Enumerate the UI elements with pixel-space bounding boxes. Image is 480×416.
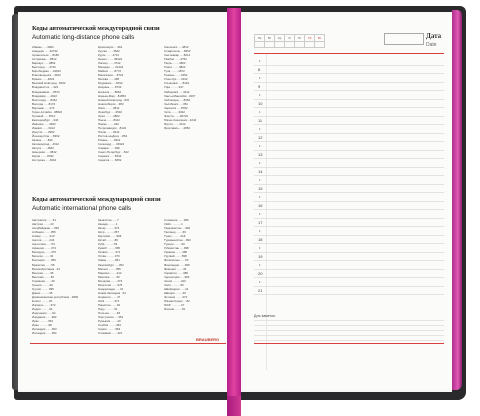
code-entry: Иран ...........98 bbox=[32, 323, 52, 328]
code-entry: Армения ........374 bbox=[32, 246, 56, 251]
code-entry: Китай ..........86 bbox=[98, 238, 118, 243]
code-entry: Пермь ........342 bbox=[98, 121, 119, 126]
half-hour-dot: • bbox=[259, 245, 261, 250]
code-entry: Хабаровск .....4212 bbox=[164, 89, 190, 94]
code-entry: Бельгия ........32 bbox=[32, 254, 54, 259]
code-entry: Владивосток ....423 bbox=[32, 85, 59, 90]
hour-label: 13 bbox=[258, 152, 263, 157]
weekday-cell[interactable]: Вт bbox=[265, 35, 275, 42]
long-distance-column-3 bbox=[164, 45, 226, 130]
code-entry: Сыктывкар .....8212 bbox=[164, 53, 191, 58]
half-hour-dot: • bbox=[259, 58, 261, 63]
code-entry: Ульяновск .....8422 bbox=[164, 81, 190, 86]
code-entry: Мальта .........356 bbox=[98, 266, 121, 271]
schedule-line[interactable] bbox=[254, 226, 444, 227]
code-entry: Нижний Новгород ..831 bbox=[98, 97, 130, 102]
code-entry: Владикавказ ....8672 bbox=[32, 89, 60, 94]
code-entry: Петрозаводск ...8142 bbox=[98, 125, 127, 130]
half-hour-dot: • bbox=[259, 262, 261, 267]
hour-label: 12 bbox=[258, 135, 263, 140]
weekday-cell[interactable]: Пт bbox=[295, 35, 305, 42]
code-entry: Аргентина ......54 bbox=[32, 242, 55, 247]
code-entry: Кызыл ........39422 bbox=[98, 57, 123, 62]
hour-label: 19 bbox=[258, 254, 263, 259]
code-entry: Киров ........8332 bbox=[32, 154, 54, 159]
code-entry: Ирландия .......353 bbox=[32, 327, 57, 332]
bookmark-ribbon[interactable] bbox=[227, 8, 241, 416]
code-entry: Португалия .....351 bbox=[98, 315, 124, 320]
code-entry: Тамбов .......4752 bbox=[164, 57, 187, 62]
code-entry: Перу ...........51 bbox=[98, 307, 118, 312]
code-entry: Владимир .....4922 bbox=[32, 93, 57, 98]
code-entry: Куба ...........53 bbox=[98, 242, 118, 247]
code-entry: Горно-Алтайск ..38822 bbox=[32, 109, 63, 114]
code-entry: Воронеж ......473 bbox=[32, 105, 55, 110]
half-hour-dot: • bbox=[259, 126, 261, 131]
weekday-mark-cell[interactable] bbox=[315, 41, 325, 48]
code-entry: Алжир ..........213 bbox=[32, 234, 55, 239]
header-red-line bbox=[254, 53, 444, 54]
weekday-mark-cell[interactable] bbox=[275, 41, 285, 48]
code-entry: Греция .........30 bbox=[32, 282, 53, 287]
code-entry: Челябинск .....351 bbox=[164, 101, 188, 106]
code-entry: Таджикистан ....992 bbox=[164, 226, 191, 231]
code-entry: Германия .......49 bbox=[32, 278, 55, 283]
code-entry: Великобритания ..44 bbox=[32, 266, 60, 271]
code-entry: Кувейт .........965 bbox=[98, 246, 121, 251]
code-entry: Катар ..........974 bbox=[98, 226, 120, 231]
schedule-line[interactable] bbox=[254, 158, 444, 159]
schedule-line[interactable] bbox=[254, 175, 444, 176]
code-entry: Новая Зеландия ..64 bbox=[98, 290, 126, 295]
phone-codes-page bbox=[18, 12, 236, 392]
notes-label: Для заметок: bbox=[254, 314, 276, 318]
weekday-cell[interactable]: Ср bbox=[275, 35, 285, 42]
code-entry: Канада .........1 bbox=[98, 222, 118, 227]
long-distance-title-en: Automatic long-distance phone calls bbox=[32, 34, 135, 41]
schedule-line[interactable] bbox=[254, 277, 444, 278]
code-entry: Красноярск ....391 bbox=[98, 45, 123, 49]
code-entry: Вологда ......8172 bbox=[32, 101, 56, 106]
half-hour-dot: • bbox=[259, 109, 261, 114]
schedule-line[interactable] bbox=[254, 286, 444, 287]
code-entry: Словакия .......421 bbox=[98, 331, 123, 336]
half-hour-dot: • bbox=[259, 228, 261, 233]
code-entry: Ханты-Мансийск ..3467 bbox=[164, 93, 196, 98]
schedule-line[interactable] bbox=[254, 252, 444, 253]
code-entry: Екатеринбург ...343 bbox=[32, 117, 59, 122]
code-entry: Мурманск .....8152 bbox=[98, 81, 123, 86]
code-entry: Чехия ..........420 bbox=[164, 278, 186, 283]
hour-label: 16 bbox=[258, 203, 263, 208]
half-hour-dot: • bbox=[259, 177, 261, 182]
long-distance-title-ru: Коды автоматической междугородной связи bbox=[32, 25, 160, 32]
schedule-line[interactable] bbox=[254, 209, 444, 210]
schedule-line[interactable] bbox=[254, 65, 444, 66]
code-entry: Липецк .......4742 bbox=[98, 61, 121, 66]
hour-label: 15 bbox=[258, 186, 263, 191]
code-entry: Южно-Сахалинск ..4242 bbox=[164, 117, 197, 122]
code-entry: Иордания .......962 bbox=[32, 315, 57, 320]
international-column-3 bbox=[164, 218, 226, 311]
code-entry: Дания ..........45 bbox=[32, 290, 53, 295]
code-entry: Венгрия ........36 bbox=[32, 270, 54, 275]
schedule-line[interactable] bbox=[254, 192, 444, 193]
code-entry: Сербия .........381 bbox=[98, 323, 121, 328]
code-entry: Швейцария ......41 bbox=[164, 286, 189, 291]
code-entry: Барнаул ......3852 bbox=[32, 61, 56, 66]
code-entry: Салехард .....34922 bbox=[98, 142, 125, 147]
schedule-line[interactable] bbox=[254, 184, 444, 185]
code-entry: Улан-Удэ .....3012 bbox=[164, 77, 188, 82]
code-entry: Исландия .......354 bbox=[32, 331, 57, 336]
weekday-cell[interactable]: Чт bbox=[285, 35, 295, 42]
code-entry: Южная Корея ....82 bbox=[164, 298, 190, 303]
half-hour-dot: • bbox=[259, 279, 261, 284]
half-hour-dot: • bbox=[259, 92, 261, 97]
code-entry: Черногория .....382 bbox=[164, 274, 190, 279]
code-entry: Литва ..........370 bbox=[98, 254, 120, 259]
schedule-line[interactable] bbox=[254, 90, 444, 91]
code-entry: Эстония ........372 bbox=[164, 294, 188, 299]
code-entry: Киргизия .......996 bbox=[98, 234, 122, 239]
code-entry: Псков ........8112 bbox=[98, 129, 120, 134]
half-hour-dot: • bbox=[259, 75, 261, 80]
code-entry: Казань .......843 bbox=[32, 138, 53, 143]
code-entry: Доминиканская республика ..1809 bbox=[32, 294, 78, 299]
schedule-line[interactable] bbox=[254, 218, 444, 219]
schedule-line[interactable] bbox=[254, 167, 444, 168]
code-entry: Люксембург .....352 bbox=[98, 262, 124, 267]
code-entry: Ижевск .......3412 bbox=[32, 125, 55, 130]
code-entry: Иркутск ......3952 bbox=[32, 129, 55, 134]
code-entry: Ирак ...........964 bbox=[32, 319, 54, 324]
weekday-mark-cell[interactable] bbox=[265, 41, 275, 48]
date-label-ru: Дата bbox=[426, 32, 442, 40]
code-entry: Норвегия .......47 bbox=[98, 294, 121, 299]
code-entry: Польша .........48 bbox=[98, 311, 120, 316]
code-entry: Израиль ........972 bbox=[32, 302, 56, 307]
code-entry: Албания ........355 bbox=[32, 230, 56, 235]
code-entry: Латвия .........371 bbox=[98, 250, 121, 255]
international-title-en: Automatic international phone calls bbox=[32, 205, 132, 212]
code-entry: Уругвай ........598 bbox=[164, 254, 187, 259]
code-entry: Астрахань ....8512 bbox=[32, 57, 57, 62]
half-hour-dot: • bbox=[259, 211, 261, 216]
code-entry: Саратов ......8452 bbox=[98, 158, 122, 163]
hour-margin-line bbox=[266, 54, 267, 370]
international-column-2 bbox=[98, 218, 160, 335]
hour-label: 8 bbox=[258, 67, 261, 72]
cover-page-edge bbox=[452, 10, 462, 390]
weekday-cell[interactable]: Сб bbox=[305, 35, 315, 42]
code-entry: Курск ........4712 bbox=[98, 53, 120, 58]
code-entry: Индонезия ......62 bbox=[32, 311, 56, 316]
weekday-cell[interactable]: Вс bbox=[315, 35, 325, 42]
code-entry: Чебоксары .....8352 bbox=[164, 97, 191, 102]
code-entry: Бразилия .......55 bbox=[32, 262, 55, 267]
schedule-line[interactable] bbox=[254, 82, 444, 83]
code-entry: Туркменистан ...993 bbox=[164, 238, 191, 243]
code-entry: Элиста .......84722 bbox=[164, 113, 189, 118]
international-title-ru: Коды автоматической международной связи bbox=[32, 196, 161, 203]
code-entry: Нальчик ......8662 bbox=[98, 89, 122, 94]
code-entry: Австралия .......61 bbox=[32, 218, 56, 222]
code-entry: Марокко ........212 bbox=[98, 270, 122, 275]
code-entry: Монголия .......976 bbox=[98, 282, 123, 287]
code-entry: Биробиджан ....42622 bbox=[32, 69, 61, 74]
code-entry: ЮАР ............27 bbox=[164, 302, 185, 307]
code-entry: Финляндия ......358 bbox=[164, 262, 190, 267]
code-entry: Назрань ......8732 bbox=[98, 85, 122, 90]
code-entry: Узбекистан .....998 bbox=[164, 246, 189, 251]
code-entry: Франция ........33 bbox=[164, 266, 187, 271]
code-entry: Благовещенск ...4162 bbox=[32, 73, 61, 78]
weekday-mark-cell[interactable] bbox=[305, 41, 315, 48]
hour-label: 11 bbox=[258, 118, 263, 123]
code-entry: Оренбург .....3532 bbox=[98, 109, 122, 114]
code-entry: Анадырь ......42722 bbox=[32, 49, 58, 54]
notes-line[interactable] bbox=[254, 320, 444, 321]
code-entry: Азербайджан ....994 bbox=[32, 226, 59, 231]
code-entry: Япония .........81 bbox=[164, 307, 186, 312]
code-entry: Самара .......846 bbox=[98, 146, 120, 151]
code-entry: Грозный ......8712 bbox=[32, 113, 56, 118]
code-entry: Нарьян-Мар ...81853 bbox=[98, 93, 126, 98]
code-entry: Казахстан ......7 bbox=[98, 218, 119, 222]
weekday-mark-cell[interactable] bbox=[255, 41, 265, 48]
code-entry: Тверь ........4822 bbox=[164, 61, 186, 66]
code-entry: Курган .......3522 bbox=[98, 49, 120, 54]
footer-red-line bbox=[30, 343, 226, 344]
hour-label: 14 bbox=[258, 169, 263, 174]
code-entry: Ангола .........244 bbox=[32, 238, 55, 243]
code-entry: Кострома .....4942 bbox=[32, 158, 57, 163]
code-entry: Новосибирск ...383 bbox=[98, 101, 124, 106]
code-entry: Индия ..........91 bbox=[32, 307, 53, 312]
code-entry: Якутск .......4112 bbox=[164, 121, 186, 126]
long-distance-column-2 bbox=[98, 45, 160, 162]
code-entry: Ставрополь ....8652 bbox=[164, 49, 191, 54]
code-entry: Махачкала ....8722 bbox=[98, 73, 124, 78]
code-entry: США ............1 bbox=[164, 222, 183, 227]
schedule-line[interactable] bbox=[254, 235, 444, 236]
schedule-line[interactable] bbox=[254, 116, 444, 117]
code-entry: Пакистан .......92 bbox=[98, 302, 121, 307]
code-entry: Австрия ........43 bbox=[32, 222, 54, 227]
code-entry: Пенза ........8412 bbox=[98, 117, 120, 122]
code-entry: Санкт-Петербург ...812 bbox=[98, 150, 129, 155]
code-entry: Орёл .........4862 bbox=[98, 113, 120, 118]
code-entry: ОАЭ ............971 bbox=[98, 298, 120, 303]
hour-label: 17 bbox=[258, 220, 263, 225]
date-input-box[interactable] bbox=[384, 33, 424, 45]
weekday-mark-cell[interactable] bbox=[285, 41, 295, 48]
code-entry: Кемерово .....3842 bbox=[32, 150, 57, 155]
code-entry: Волгоград .....8442 bbox=[32, 97, 57, 102]
code-entry: Магадан ......41322 bbox=[98, 65, 124, 70]
hour-label: 18 bbox=[258, 237, 263, 242]
schedule-line[interactable] bbox=[254, 141, 444, 142]
code-entry: Филиппины ......63 bbox=[164, 258, 189, 263]
schedule-line[interactable] bbox=[254, 133, 444, 134]
code-entry: Нидерланды .....31 bbox=[98, 286, 124, 291]
code-entry: Белгород .....4722 bbox=[32, 65, 56, 70]
diary-page bbox=[236, 12, 452, 392]
code-entry: Ростов-на-Дону ...863 bbox=[98, 134, 128, 139]
notes-line[interactable] bbox=[254, 335, 444, 336]
long-distance-column-1 bbox=[32, 45, 94, 162]
code-entry: Турция .........90 bbox=[164, 242, 185, 247]
code-entry: Мексика ........52 bbox=[98, 274, 120, 279]
code-entry: Чита .........3022 bbox=[164, 109, 185, 114]
half-hour-dot: • bbox=[259, 143, 261, 148]
code-entry: Архангельск ....8182 bbox=[32, 53, 59, 58]
code-entry: Томск ........3822 bbox=[164, 65, 186, 70]
code-entry: Уфа ..........347 bbox=[164, 85, 184, 90]
footer-red-line-right bbox=[254, 343, 444, 344]
code-entry: Ливан ..........961 bbox=[98, 258, 120, 263]
schedule-line[interactable] bbox=[254, 269, 444, 270]
schedule-line[interactable] bbox=[254, 201, 444, 202]
half-hour-dot: • bbox=[259, 160, 261, 165]
hour-label: 21 bbox=[258, 288, 263, 293]
code-entry: Великий Новгород ..8162 bbox=[32, 81, 66, 86]
code-entry: Черкесск .....8782 bbox=[164, 105, 188, 110]
code-entry: Рязань .......4912 bbox=[98, 138, 121, 143]
code-entry: Москва .......495 bbox=[98, 77, 120, 82]
schedule-line[interactable] bbox=[254, 150, 444, 151]
code-entry: Швеция .........46 bbox=[164, 290, 186, 295]
code-entry: Сирия ..........963 bbox=[98, 327, 121, 332]
code-entry: Румыния ........40 bbox=[98, 319, 121, 324]
half-hour-dot: • bbox=[259, 194, 261, 199]
schedule-line[interactable] bbox=[254, 124, 444, 125]
code-entry: Смоленск .....4812 bbox=[164, 45, 189, 49]
code-entry: Брянск .......4832 bbox=[32, 77, 55, 82]
code-entry: Словения .......386 bbox=[164, 218, 189, 222]
date-label-en: Date bbox=[426, 42, 437, 48]
code-entry: Тюмень .......3452 bbox=[164, 73, 188, 78]
notes-line[interactable] bbox=[254, 325, 444, 326]
code-entry: Омск .........3812 bbox=[98, 105, 120, 110]
schedule-line[interactable] bbox=[254, 99, 444, 100]
code-entry: Молдова ........373 bbox=[98, 278, 123, 283]
weekday-grid bbox=[254, 34, 325, 48]
schedule-line[interactable] bbox=[254, 294, 444, 295]
code-entry: Хорватия .......385 bbox=[164, 270, 188, 275]
hour-label: 20 bbox=[258, 271, 263, 276]
code-entry: Вьетнам ........84 bbox=[32, 274, 54, 279]
hour-label: 10 bbox=[258, 101, 263, 106]
code-entry: Калуга .......4842 bbox=[32, 146, 54, 151]
weekday-mark-cell[interactable] bbox=[295, 41, 305, 48]
code-entry: Иваново ......4932 bbox=[32, 121, 56, 126]
code-entry: Тула .........4872 bbox=[164, 69, 185, 74]
code-entry: Кипр ...........357 bbox=[98, 230, 119, 235]
code-entry: Беларусь .......375 bbox=[32, 250, 56, 255]
code-entry: Майкоп .......8772 bbox=[98, 69, 121, 74]
notes-line[interactable] bbox=[254, 330, 444, 331]
code-entry: Украина ........380 bbox=[164, 250, 188, 255]
code-entry: Тунис ..........216 bbox=[164, 234, 186, 239]
code-entry: Чили ...........56 bbox=[164, 282, 184, 287]
brand-logo: BRAUBERG bbox=[196, 337, 220, 342]
code-entry: Грузия .........995 bbox=[32, 286, 54, 291]
code-entry: Таиланд ........66 bbox=[164, 230, 186, 235]
code-entry: Саранск ......8342 bbox=[98, 154, 122, 159]
code-entry: Болгария .......359 bbox=[32, 258, 56, 263]
schedule-line[interactable] bbox=[254, 107, 444, 108]
code-entry: Абакан ......3902 bbox=[32, 45, 54, 49]
weekday-cell[interactable]: Пн bbox=[255, 35, 265, 42]
code-entry: Египет .........20 bbox=[32, 298, 53, 303]
notes-line[interactable] bbox=[254, 340, 444, 341]
international-column-1 bbox=[32, 218, 94, 335]
schedule-line[interactable] bbox=[254, 73, 444, 74]
hour-label: 9 bbox=[258, 84, 261, 89]
code-entry: Ярославль .....4852 bbox=[164, 125, 190, 130]
schedule-line[interactable] bbox=[254, 260, 444, 261]
schedule-line[interactable] bbox=[254, 243, 444, 244]
code-entry: Йошкар-Ола ....8362 bbox=[32, 134, 60, 139]
code-entry: Калининград ...4012 bbox=[32, 142, 59, 147]
